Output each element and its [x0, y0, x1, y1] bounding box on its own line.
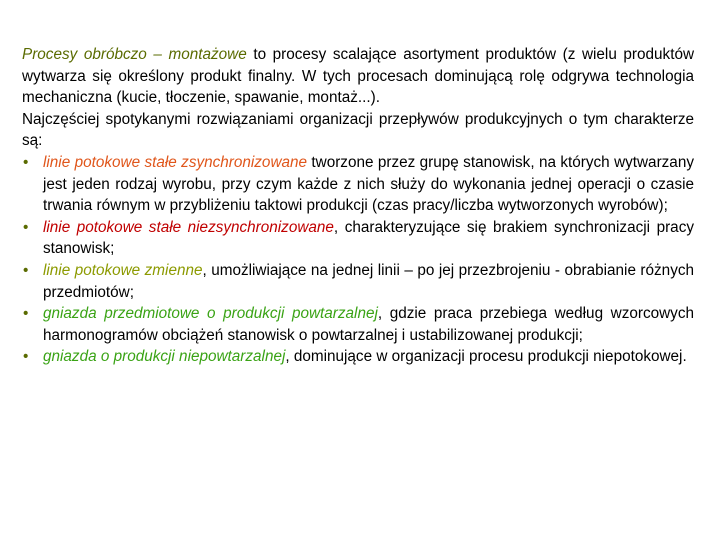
- list-item-text: , charakteryzujące się brakiem synchronizacji pracy stanowisk;: [43, 218, 694, 258]
- intro-text: to procesy scalające asortyment produktów (z wielu produktów wytwarza się określony produkt finalny. W tych procesach dominującą rolę odgrywa technologia mechaniczna (kucie, tłoczenie, spawanie, montaż...).: [22, 46, 694, 107]
- list-item-text: , umożliwiające na jednej linii – po jej przezbrojeniu - obrabianie różnych przedmiotów;: [43, 261, 694, 301]
- list-item-term: gniazda przedmiotowe o produkcji powtarzalnej: [43, 305, 378, 323]
- list-item-term: gniazda o produkcji niepowtarzalnej: [43, 348, 286, 366]
- list-item-text: , gdzie praca przebiega według wzorcowych harmonogramów obciążeń stanowisk o powtarzalnej i ustabilizowanej produkcji;: [43, 305, 694, 344]
- list-item: [22, 217, 694, 260]
- solutions-list: [22, 152, 694, 368]
- list-item-text: , dominujące w organizacji procesu produkcji niepotokowej.: [285, 348, 687, 366]
- bullet-icon: •: [23, 153, 29, 171]
- list-item: [22, 303, 694, 346]
- list-item: [22, 260, 694, 303]
- list-item-term: linie potokowe stałe niezsynchronizowane: [43, 218, 334, 236]
- list-item-term: linie potokowe zmienne: [43, 261, 203, 279]
- lead-paragraph: Najczęściej spotykanymi rozwiązaniami organizacji przepływów produkcyjnych o tym charakterze są:: [22, 110, 694, 150]
- bullet-icon: •: [23, 348, 29, 366]
- slide-body: [22, 44, 694, 368]
- bullet-icon: •: [23, 261, 29, 279]
- list-item: [22, 346, 694, 368]
- intro-term: Procesy obróbczo – montażowe: [22, 46, 247, 63]
- intro-paragraph: [22, 44, 694, 109]
- list-item-text: tworzone przez grupę stanowisk, na których wytwarzany jest jeden rodzaj wyrobu, przy czym każde z nich służy do wykonania jednej operacji o czasie trwania równym w przybliżeniu taktowi produkcji (czas pracy/liczba wytworzonych wyrobów);: [43, 153, 694, 215]
- list-item: [22, 152, 694, 217]
- bullet-icon: •: [23, 218, 29, 236]
- list-item-term: linie potokowe stałe zsynchronizowane: [43, 153, 308, 171]
- bullet-icon: •: [23, 305, 29, 323]
